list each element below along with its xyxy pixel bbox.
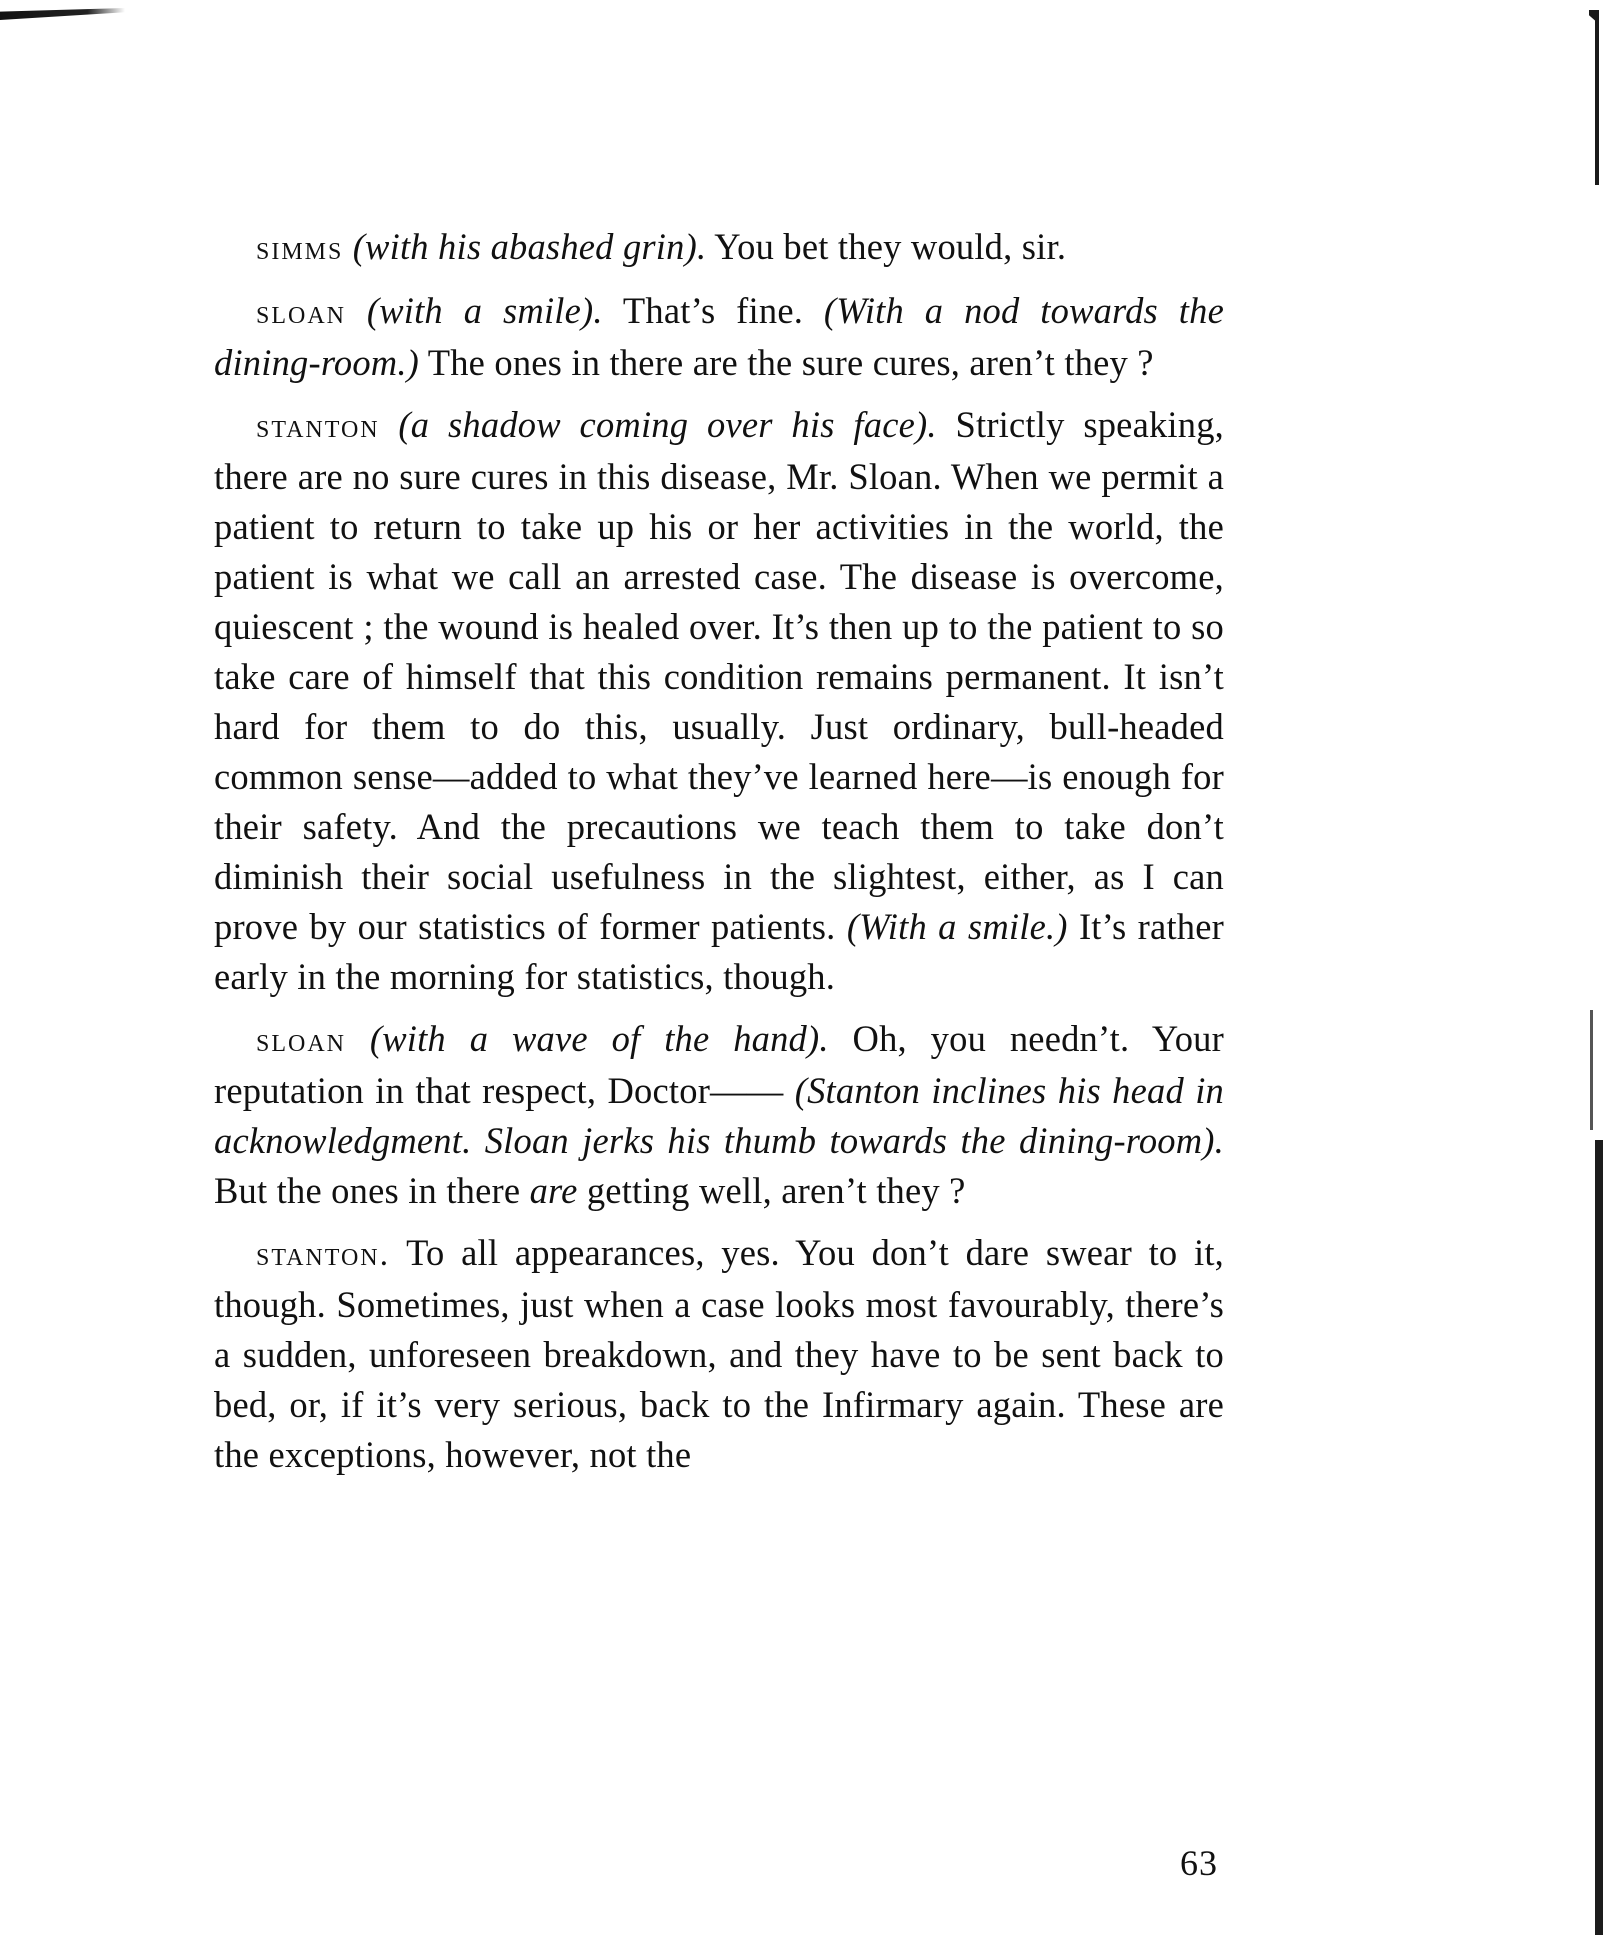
dialogue-paragraph-stanton-2 <box>214 1228 1224 1480</box>
speaker-name: sloan <box>256 1022 347 1059</box>
page-body <box>214 222 1224 1492</box>
dialogue-text: But the ones in there <box>214 1170 530 1211</box>
dialogue-text: That’s fine. <box>602 290 824 331</box>
stage-direction: (with a smile). <box>346 290 603 331</box>
dialogue-text: Oh, you needn’t. Your reputation in that respect, Doctor—— <box>214 1018 1224 1111</box>
dialogue-paragraph-stanton <box>214 400 1224 1002</box>
speaker-name: stanton. <box>256 1236 391 1273</box>
dialogue-text: You bet they would, sir. <box>706 226 1067 267</box>
speaker-name: simms <box>256 230 344 267</box>
speaker-name: stanton <box>256 408 380 445</box>
stage-direction: (a shadow coming over his face). <box>379 404 937 445</box>
emphasis: are <box>529 1170 578 1211</box>
dialogue-paragraph-sloan-2 <box>214 1014 1224 1216</box>
dialogue-text: It’s rather early in the morning for statistics, though. <box>214 906 1224 997</box>
stage-direction-inline: (With a nod towards the dining-room.) <box>214 290 1224 383</box>
scan-margin-mark <box>0 8 125 20</box>
dialogue-text: The ones in there are the sure cures, aren’t they ? <box>419 342 1154 383</box>
scan-edge-bottom <box>1595 1140 1603 1935</box>
dialogue-text: To all appearances, yes. You don’t dare swear to it, though. Sometimes, just when a case looks most favourably, there’s a sudden, unforeseen breakdown, and they have to be sent back to bed, or, if it’s very serious, back to the Infirmary again. These are the exceptions, however, not the <box>214 1232 1224 1475</box>
dialogue-paragraph-sloan <box>214 286 1224 388</box>
scan-edge-top <box>1589 10 1599 185</box>
speaker-name: sloan <box>256 294 347 331</box>
stage-direction: (with a wave of the hand). <box>346 1018 829 1059</box>
dialogue-text: getting well, aren’t they ? <box>577 1170 966 1211</box>
dialogue-paragraph-simms <box>214 222 1224 274</box>
scan-edge-mid <box>1590 1010 1593 1130</box>
page-number: 63 <box>1180 1843 1218 1883</box>
stage-direction: (with his abashed grin). <box>343 226 707 267</box>
scan-page-edge <box>1581 10 1607 1935</box>
stage-direction-inline: (With a smile.) <box>846 906 1068 947</box>
dialogue-text: Strictly speaking, there are no sure cures in this disease, Mr. Sloan. When we permit a patient to return to take up his or her activities in the world, the patient is what we call an arrested case. The disease is overcome, quiescent ; the wound is healed over. It’s then up to the patient to so take care of himself that this condition remains permanent. It isn’t hard for them to do this, usually. Just ordinary, bull-headed common sense—added to what they’ve learned here—is enough for their safety. And the precautions we teach them to take don’t diminish their social usefulness in the slightest, either, as I can prove by our statistics of former patients. <box>214 404 1224 947</box>
stage-direction-inline: (Stanton inclines his head in acknowledgment. Sloan jerks his thumb towards the dining-room). <box>214 1070 1224 1161</box>
